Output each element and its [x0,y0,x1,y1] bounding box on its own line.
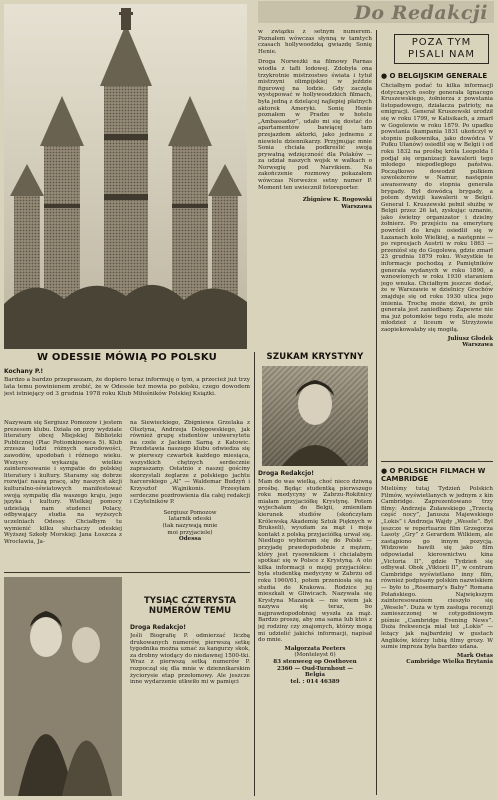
odessa-signature-line2: latarnik odeski [168,516,212,523]
sidebar-box-title-line1: POZA TYM [411,37,472,48]
masthead-title: Do Redakcji [354,2,488,24]
odessa-text-left: Nazywam się Sergiusz Pomozow i jestem prezesem klubu. Działa on przy wydziale literatury obcej Miejskiej Biblioteki Publicznej (Plac Potiomkinowca 5). Klub zrzesza ludzi różnych narodowości, zawodów, upodobań i różnego wieku. Wszyscy wykazują wielkie zainteresowanie i sympatie do polskiej literatury i kultury. Staramy się dobrze rozwijać naszą pracę, aby naszych akcji kulturalno-oświatowych manifestować swoją sympatię dla waszego kraju, jego języka i kultury. Wielkiej pomocy udzielają nam studenci Polacy, odbywający studia na wyższych uczelniach Odessy. Chciałbym tu wymienić kilku słuchaczy odeskiej Wyższej Szkoły Morskiej: Jana Łoszcza z Wrocławia, Ja- [4,420,122,545]
belgian-general-place: Warszawa [462,342,493,349]
tysiac-photo [4,577,122,796]
belgian-general-text: Chciałbym podać tu kilka informacji dotyczących osoby generała Ignacego Kruszewskiego, żołnierza z powstania listopadowego, działacza patrioty, na emigracji. Generał Kruszewski urodził się w roku 1799, w Kalisikach, a zmarł w Gogolewie w roku 1879. Po upadku powstania (kampania 1831 ukończył w stopniu pułkownika, jako dowódca V Pułku Ułanów) osiedlił się w Belgii i od roku 1832 na prośbę króla Leopolda I podjął się organizacji kawalerii tego młodego niepodległego państwa. Początkowo dowodził pułkiem szwoleżerów w Namur, następnie awansowany do stopnia generała brygady. Był dowódcą brygady, a potem dywizji kawalerii w Belgii. Generał I. Kruszewski pełnił służbę w Belgii przez 26 lat, zyskując uznanie, jako świetny organizator i dzielny żołnierz. Po przejściu na emeryturę powrócił do kraju osiedlił się w Łazanach koło Wielkiej, a następnie — po represjach Austrii w roku 1863 — przeniósł się do Gogolewa, gdzie zmarł 23 grudnia 1879 roku. Wszystkie te informacje pochodzą z Pamiętników generała wydanych w roku 1890, a wznowionych w roku 1930 staraniem jego wnuka. Chciałbym jeszcze dodać, że w Warszawie w dzielnicy Grochów znajduje się od roku 1930 ulica jego imienia. Trochę może dziwi, że grób generała jest zaniedbany. Zapewne nie ma już potomków tego rodu, ale może młodzież z liceum w Strzyżowie zaopiekowałaby się mogiłą. [381,83,493,333]
polish-films-signature: Mark Ostas [457,652,493,659]
belgian-general-title-text: O BELGIJSKIM GENERALE [389,72,488,80]
krystyna-text: Mam do was wielką, choć nieco dziwną prośbę. Będąc studentką pierwszego roku medycyny w Zabrzu-Rokitnicy miałam przyjaciółkę Krystynę. Potem wyjechałam do Belgii, zmieniłam kierunek studiów (skończyłam Królewską Akademię Sztuk Pięknych w Brukseli), wyszłam za mąż i moja kontakt z polską przyjaciółką urwał się. Niedługo wybieram się do Polski — przyjadę prawdopodobnie z mężem, który jest rysownikiem i chciałabym spotkać się w Polsce z Krystyną. A oto kilka informacji o mojej przyjaciółce: była studentką medycyny w Zabrzu od roku 1960/61, potem przeniosła się na studia do Krakowa. Rodzice jej mieszkali w Gliwicach. Nazywała się Krystyna Mazanek — nie wiem jak nazywa się teraz, bo najprawdopodobniej wyszła za mąż. Bardzo proszę, aby ona sama lub ktoś z jej rodziny czy znajomych, którzy mogą mi udzielić jakichś informacji, napisał do mnie. [258,479,372,644]
norway-place: Warszawa [341,203,372,210]
portrait-illustration [262,366,368,466]
tysiac-headline-line2: NUMERÓW TEMU [148,606,232,616]
tysiac-greeting: Droga Redakcjo! [130,624,186,631]
church-photo [4,4,247,349]
polish-films-text: Mieliśmy tutaj Tydzień Polskich Filmów, wyświetlanych w jednym z kin Cambridge. Zaprezentowano trzy filmy: Andrzeja Żuławskiego „Trzecią część nocy”, Janusza Majewskiego „Lokis” i Andrzeja Wajdy „Wesele”. Był jeszcze w repertuarze film Grzegorza Lasoty „Gry” z Gerardem Wilkiem, ale zastąpiono go innym pozycją. Widzowie bawili się jako film odpowiadał kierownictwu kina „Victoria II”, gdzie Tydzień się odbywał. Obok „Viktorii II”, w centrum Cambridge wyświetlano inny film, również podpisany polskim nazwiskiem — było to „Rosemary's Baby” Romana Polańskiego. Największym zainteresowaniem cieszyło się „Wesele”. Duża w tym zasługa recenzji zamieszczonej w cotygodniowym piśmie „Cambridge Evening News”. Duża frekwencja miał też „Lokis” — leżący jak najbardziej w gustach Anglików, którzy lubią filmy grozy. W sumie impreza była bardzo udana. [381,486,493,651]
couple-illustration [4,577,122,796]
column-divider [254,352,255,796]
krystyna-address-line4: tel. : 014 46389 [290,678,340,685]
odessa-intro [4,368,250,420]
odessa-signature-line1: Sergiusz Pomozow [163,509,217,516]
bullet-icon: ● [381,72,390,80]
krystyna-address-line3: Belgia [304,672,326,679]
odessa-column-right [130,420,250,570]
odessa-place: Odessa [178,536,202,543]
odessa-signature-line4: moi przyjaciele) [167,529,213,536]
sidebar-belgian-general [381,72,493,458]
polish-films-title [381,467,493,483]
masthead [258,1,494,23]
norway-signature: Zbigniew K. Rogowski [302,197,372,204]
krystyna-article [258,470,372,796]
tysiac-headline-line1: TYSIĄC CZTERYSTA [143,596,237,606]
odessa-text-right: na Siewieckiego, Zbigniewa Grzelaka z Olsztyna, Andrzeja Dołęgowskiego, jak również grupę studentów uniwersytetu na czele z Jackiem Sarną z Katowic. Przedstawia naszego klubu odwiedza się w pierwszy czwartek każdego miesiąca, wszystkich chętnych serdecznie zapraszamy. Ostatnio z naszej gościny skorzystali żeglarze z polskiego jachtu harcerskiego „Al” — Waldemar Budzyń i Krzysztof Wąjnikonis. Przesyłam serdeczne pozdrowienia dla całej redakcji i Czytelników P. [130,420,250,506]
norway-article [258,29,372,345]
krystyna-address-line2: 2360 — Oud-Turnhout — [276,665,354,672]
odessa-greeting: Kochany P.! [4,368,44,375]
odessa-intro-text: Bardzo a bardzo przepraszam, że dopiero teraz informuję o tym, a przecież już trzy lata temu powinienem zrobić, że w Odessie też mowia po polsku, czego dowodem jest istniejący od 3 grudnia 1978 roku Klub Miłośników Polskiej Książki. [4,377,250,397]
norway-text: Droga Norweżki na filmowy Parnas wiodła z taflі lodowej. Zdobyła ona trzykrotnie mistrzostwo świata i tytuł mistrzyni olimpijskiej w jeździe figurowej na lodzie. Gdy zaczęła występować w hollywoodzkich filmach, była jedną z dzielącej najlepiej płatnych aktorek Ameryki. Sonię Henie poznałem w Pradze w hotelu „Ambassador”, udało mi się dostać do apartamentów bawiącej tam przejazdem aktorki, jako jednemu z niewielu dziennikarzy. Przyjmując mnie Sonia chciała podkreślić swoją prywatną wdzięczność dla Polaków — za udział naszych wojsk w walkach o Norwegię pod Narvikiem. Na zakończenie rozmowy pokazałem wówczas Norweżce setny numer P. Moment ten uwiecznił fotoreporter. [258,59,372,191]
tysiac-article [130,624,250,796]
sidebar-box-header [394,34,489,64]
polish-films-place: Cambridge Wielka Brytania [406,659,493,666]
krystyna-signature: Małgorzata Peeters [284,645,346,652]
krystyna-greeting: Droga Redakcjo! [258,470,314,477]
belgian-general-title [381,72,493,80]
odessa-column-left [4,420,122,570]
column-divider [376,30,377,795]
bullet-icon: ● [381,467,390,475]
tysiac-text: Jeśli Biografię P. odmierzać liczbą drukowanych numerów, pierwszą setkę tygodnika można uznać za kangurzy skok, za drobny wiodący do niedawnej 1500-tki. Wraz z pierwszą setką numerów P. rozpoczął się dla mnie w dziennikarskim życiorysie etap przełomowy. Ale jeszcze inne wydarzenie utkwiło mi w pamięci [130,633,250,686]
krystyna-address-line1: 83 stenweeg op Oosthoven [273,659,357,666]
sidebar-polish-films [381,467,493,797]
section-divider [4,572,250,573]
sidebar-box-title-line2: PISALI NAM [407,49,475,60]
odessa-signature-line3: (tak nazywają mnie [162,522,218,529]
krystyna-headline: SZUKAM KRYSTYNY [266,352,364,362]
sidebar-divider [381,461,493,462]
krystyna-place: (Monteleyst 6) [294,652,336,659]
odessa-headline: W ODESSIE MÓWIĄ PO POLSKU [37,352,217,363]
belgian-general-signature: Juliusz Głodek [447,335,493,342]
tysiac-headline [130,596,250,616]
norway-text-top: w związku z setnym numerem. Poznałem wówczas słynną w tamtych czasach hollywoodzką gwiazdę Sonię Henie. [258,29,372,55]
krystyna-photo [262,366,368,466]
polish-films-title-text: O POLSKICH FILMACH W CAMBRIDGE [381,467,486,483]
church-illustration [4,4,247,349]
